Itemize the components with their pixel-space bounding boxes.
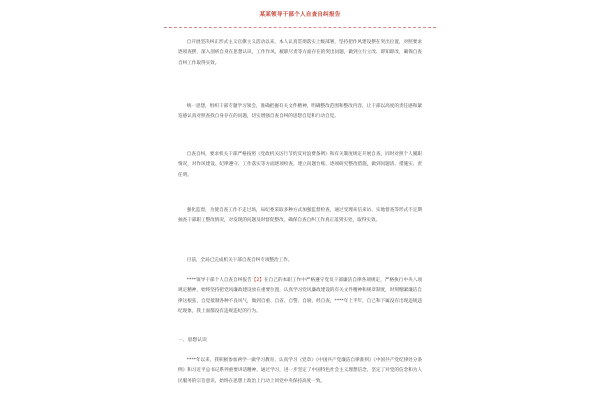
report-highlight: 【2】: [251, 278, 265, 283]
paragraph-3: 自查自纠，要求机关干部严格按照《党政机关厉行节约反对浪费条例》和有关制度规定开展自查，同时对照个人履职情况，对作风建设、纪律遵守、工作落实等方面逐项检查，建立问题台账，逐项研究整改措施，做到问题清、措施实、责任明。: [178, 152, 422, 178]
report-paragraph: [178, 276, 422, 317]
section-heading: 一、思想认识: [178, 338, 207, 343]
report-rest: 在自己的本职工作中严格遵守党员干部廉洁自律各项规定，严格执行中央八项规定精神，始终坚持把党风廉政建设放在重要位置，认真学习党风廉政建设的有关文件精神和规章制度，时刻绷紧廉洁自律这根弦，自觉抵制各种不良风气，做到自重、自省、自警、自励。经自查，****年上半年，自己和下属没有出现违规违纪现象，我上面都没有违规违纪的行为。: [178, 278, 422, 314]
title-divider: [164, 27, 436, 28]
paragraph-5: 目前，全局已完成机关干部自查自纠专项整治工作。: [186, 258, 293, 263]
document-title: 某某领导干部个人自查自纠报告: [259, 12, 341, 18]
paragraph-2: 统一思想，组织干部专题学习领会，准确把握有关文件精神，明确整改范围和整改内容，让干部以高度的责任感和紧迫感认真对照查找自身存在的问题，切实增强自查自纠的思想自觉和行动自觉。: [178, 104, 422, 120]
closing-paragraph: ****年以来，我积极参加两学一做学习教育，认真学习《党章》《中国共产党廉洁自律准则》《中国共产党纪律处分条例》和习近平总书记系列重要讲话精神，通过学习，进一步坚定了中国特色社会主义理想信念，坚定了对党的信念和为人民服务的宗旨意识，始终在思想上政治上行动上同党中央保持高度一致。: [178, 358, 422, 384]
report-prefix: ****领导干部个人自查自纠报告: [186, 278, 252, 283]
paragraph-4: 强化监督，为使自查工作不走过场，局纪委采取多种方式加强监督检查，通过受理来信来访、实地督查等形式不定期抽查干部职工整改情况，对发现的问题及时督促整改，确保自查自纠工作真正落到实处，取得实效。: [178, 208, 422, 224]
paragraph-1: 自开展坚决纠正形式主义官僚主义活动以来，本人认真贯彻落实上级部署，坚持把作风建设摆在突出位置，对照要求逐项查摆，深入剖析自身在思想认识、工作作风、履职尽责等方面存在的突出问题，做到立行立改、即知即改，确保自查自纠工作取得实效。: [178, 40, 422, 66]
